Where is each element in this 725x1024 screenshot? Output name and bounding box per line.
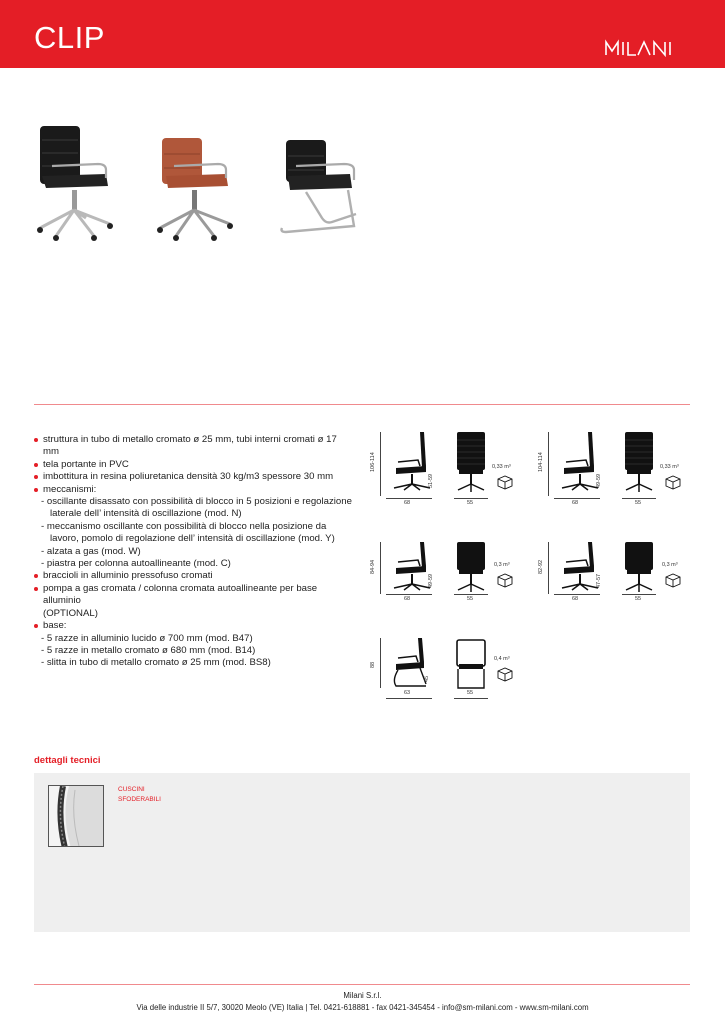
width-label: 55 xyxy=(467,596,474,602)
product-title: CLIP xyxy=(34,20,105,55)
width-label: 55 xyxy=(635,596,642,602)
seat-height-label: 47-57 xyxy=(596,573,602,588)
front-view-drawing xyxy=(622,430,656,494)
depth-label: 68 xyxy=(404,596,411,602)
drawing-group xyxy=(368,538,528,608)
height-dimension-line xyxy=(548,542,549,594)
depth-label: 68 xyxy=(572,596,579,602)
box-volume-icon xyxy=(496,666,514,682)
width-dimension-line xyxy=(454,594,488,595)
width-label: 55 xyxy=(467,500,474,506)
width-dimension-line xyxy=(454,698,488,699)
volume-label: 0,3 m³ xyxy=(494,562,510,568)
front-view-drawing xyxy=(454,636,488,690)
front-view-drawing xyxy=(622,540,656,594)
spec-subitem-continued: laterale dell’ intensità di oscillazione (mod. N) xyxy=(50,508,242,520)
spec-subitem: - meccanismo oscillante con possibilità di blocco nella posizione da xyxy=(41,520,327,532)
depth-dimension-line xyxy=(386,698,432,699)
width-label: 55 xyxy=(467,690,474,696)
seat-height-label: 49-59 xyxy=(428,573,434,588)
divider-top xyxy=(34,404,690,405)
width-label: 55 xyxy=(635,500,642,506)
seat-height-label: 49-59 xyxy=(596,473,602,488)
cushion-zipper-image xyxy=(49,786,104,847)
seat-height-label: 51-59 xyxy=(428,473,434,488)
high-back-black-chair-photo xyxy=(28,118,124,244)
depth-dimension-line xyxy=(386,498,432,499)
technical-details-title: dettagli tecnici xyxy=(34,755,101,766)
specification-list xyxy=(34,434,354,670)
height-dimension-line xyxy=(380,638,381,688)
spec-item: base: xyxy=(34,620,354,632)
overall-height-label: 106-114 xyxy=(370,452,376,472)
volume-label: 0,33 m³ xyxy=(492,464,511,470)
footer-address: Via delle industrie II 5/7, 30020 Meolo (VE) Italia | Tel. 0421-618881 - fax 0421-345454 - info@sm-milani.com - www.sm-milani.com xyxy=(136,1003,589,1012)
footer xyxy=(0,990,725,1014)
height-dimension-line xyxy=(548,432,549,496)
volume-label: 0,3 m³ xyxy=(662,562,678,568)
technical-drawings xyxy=(368,424,698,714)
width-dimension-line xyxy=(622,594,656,595)
spec-subitem: - alzata a gas (mod. W) xyxy=(41,545,141,557)
spec-item: struttura in tubo di metallo cromato ø 25 mm, tubi interni cromati ø 17 mm xyxy=(34,434,354,459)
overall-height-label: 82-92 xyxy=(538,559,544,574)
overall-height-label: 88 xyxy=(370,661,376,668)
footer-company: Milani S.r.l. xyxy=(343,991,382,1000)
header-bar xyxy=(0,0,725,68)
front-view-drawing xyxy=(454,430,488,494)
spec-subitem-continued: lavoro, pomolo di regolazione dell’ intensità di oscillazione (mod. Y) xyxy=(50,533,335,545)
spec-item: braccioli in alluminio pressofuso cromati xyxy=(34,570,354,582)
technical-details-panel xyxy=(34,773,690,932)
depth-label: 63 xyxy=(404,690,411,696)
medium-back-tan-chair-photo xyxy=(152,118,240,244)
spec-item: imbottitura in resina poliuretanica densità 30 kg/m3 spessore 30 mm xyxy=(34,471,354,483)
spec-item: tela portante in PVC xyxy=(34,459,354,471)
detail-caption-line-1: CUSCINI xyxy=(118,786,145,793)
drawing-group xyxy=(368,424,528,514)
box-volume-icon xyxy=(664,572,682,588)
spec-subitem: - oscillante disassato con possibilità di blocco in 5 posizioni e regolazione xyxy=(41,496,352,508)
box-volume-icon xyxy=(496,474,514,490)
drawing-group xyxy=(536,538,696,608)
width-dimension-line xyxy=(622,498,656,499)
front-view-drawing xyxy=(454,540,488,594)
overall-height-label: 84-94 xyxy=(370,559,376,574)
height-dimension-line xyxy=(380,432,381,496)
spec-subitem: - 5 razze in alluminio lucido ø 700 mm (mod. B47) xyxy=(41,632,253,644)
detail-caption-line-2: SFODERABILI xyxy=(118,796,161,803)
volume-label: 0,33 m³ xyxy=(660,464,679,470)
width-dimension-line xyxy=(454,498,488,499)
cushion-detail-image xyxy=(48,785,104,847)
height-dimension-line xyxy=(380,542,381,594)
depth-dimension-line xyxy=(554,498,600,499)
detail-caption xyxy=(118,785,161,805)
spec-subitem: - slitta in tubo di metallo cromato ø 25 mm (mod. BS8) xyxy=(41,657,271,669)
milani-logo xyxy=(605,39,687,57)
cantilever-black-chair-photo xyxy=(276,118,366,244)
depth-label: 68 xyxy=(572,500,579,506)
overall-height-label: 104-114 xyxy=(538,452,544,472)
spec-item: pompa a gas cromata / colonna cromata autoallineante per base alluminio xyxy=(34,583,354,608)
box-volume-icon xyxy=(496,572,514,588)
spec-item: meccanismi: xyxy=(34,484,354,496)
drawing-group xyxy=(368,634,528,714)
spec-item-continued: (OPTIONAL) xyxy=(43,607,98,619)
volume-label: 0,4 m³ xyxy=(494,656,510,662)
divider-bottom xyxy=(34,984,690,985)
drawing-group xyxy=(536,424,696,514)
depth-dimension-line xyxy=(386,594,432,595)
seat-height-label: 45 xyxy=(424,675,430,682)
spec-subitem: - 5 razze in metallo cromato ø 680 mm (mod. B14) xyxy=(41,644,256,656)
box-volume-icon xyxy=(664,474,682,490)
depth-label: 68 xyxy=(404,500,411,506)
depth-dimension-line xyxy=(554,594,600,595)
spec-subitem: - piastra per colonna autoallineante (mod. C) xyxy=(41,558,231,570)
product-photos xyxy=(0,118,725,248)
